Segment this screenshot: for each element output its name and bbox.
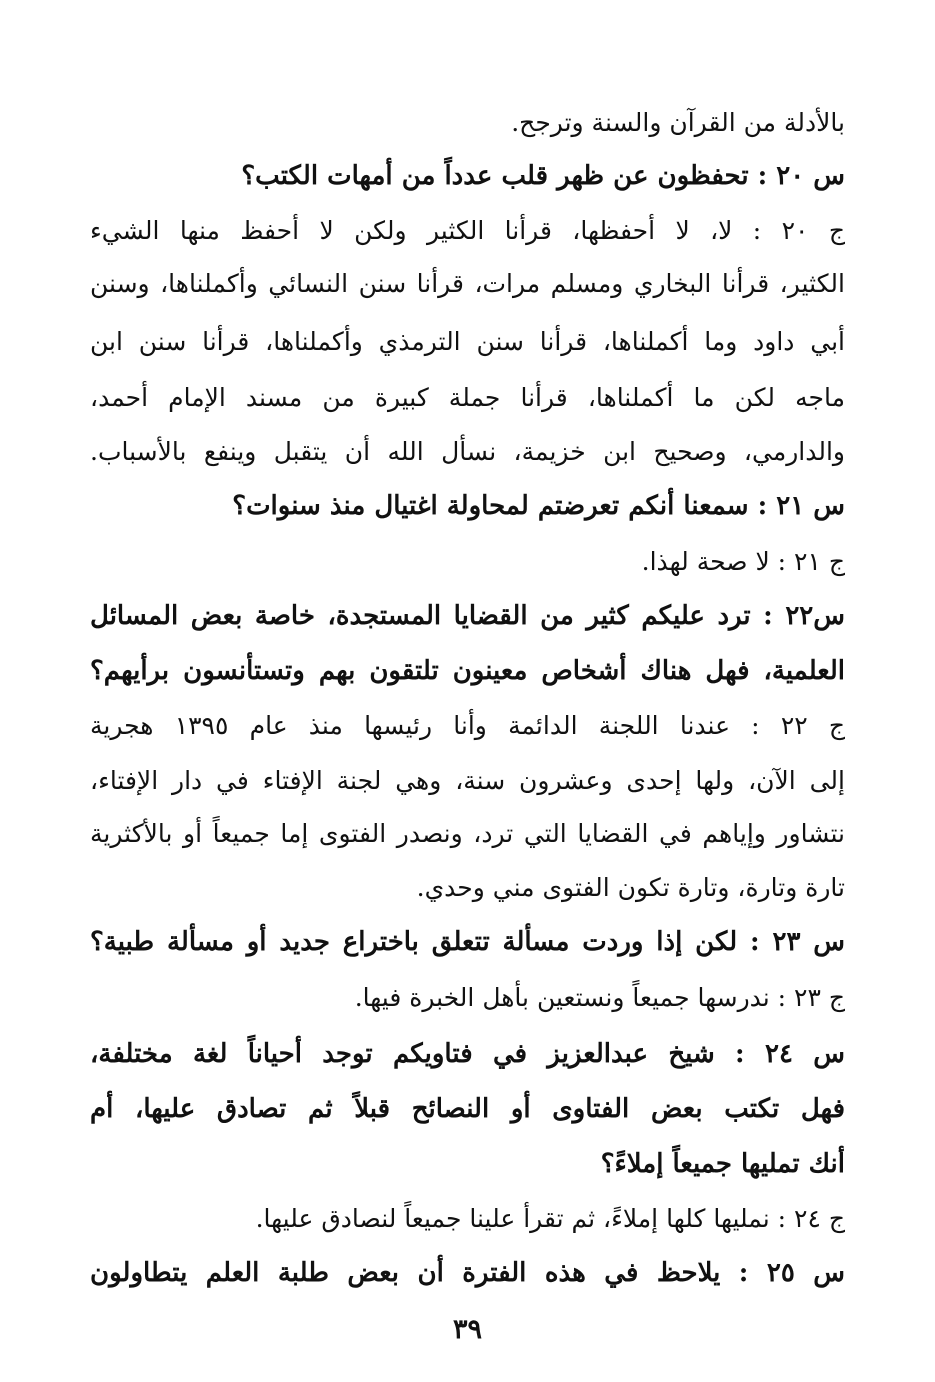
question-line: أنك تمليها جميعاً إملاءً؟ — [600, 1149, 845, 1179]
question-line: س٢٢ : ترد عليكم كثير من القضايا المستجدة، خاصة بعض المسائل — [90, 601, 845, 631]
page-number: ٣٩ — [452, 1314, 482, 1345]
answer-line: تارة وتارة، وتارة تكون الفتوى مني وحدي. — [416, 873, 845, 902]
text-line: بالأدلة من القرآن والسنة وترجح. — [511, 108, 845, 137]
question-line: العلمية، فهل هناك أشخاص معينون تلتقون بهم وتستأنسون برأيهم؟ — [90, 656, 845, 686]
question-line: فهل تكتب بعض الفتاوى أو النصائح قبلاً ثم تصادق عليها، أم — [90, 1094, 845, 1124]
question-line: س ٢٤ : شيخ عبدالعزيز في فتاويكم توجد أحياناً لغة مختلفة، — [90, 1039, 845, 1069]
question-line: س ٢١ : سمعنا أنكم تعرضتم لمحاولة اغتيال منذ سنوات؟ — [232, 491, 845, 521]
question-line: س ٢٥ : يلاحظ في هذه الفترة أن بعض طلبة العلم يتطاولون — [90, 1258, 845, 1288]
answer-line: ج ٢٤ : نمليها كلها إملاءً، ثم تقرأ علينا جميعاً لنصادق عليها. — [255, 1204, 845, 1233]
answer-line: ج ٢٠ : لا، لا أحفظها، قرأنا الكثير ولكن لا أحفظ منها الشيء — [90, 216, 845, 245]
question-line: س ٢٣ : لكن إذا وردت مسألة تتعلق باختراع جديد أو مسألة طبية؟ — [90, 927, 845, 957]
answer-line: إلى الآن، ولها إحدى وعشرون سنة، وهي لجنة الإفتاء في دار الإفتاء، — [90, 766, 845, 795]
answer-line: ج ٢١ : لا صحة لهذا. — [641, 547, 845, 576]
answer-line: نتشاور وإياهم في القضايا التي ترد، ونصدر الفتوى إما جميعاً أو بالأكثرية — [90, 819, 845, 848]
answer-line: ماجه لكن ما أكملناها، قرأنا جملة كبيرة من مسند الإمام أحمد، — [90, 383, 845, 412]
answer-line: ج ٢٢ : عندنا اللجنة الدائمة وأنا رئيسها منذ عام ١٣٩٥ هجرية — [90, 711, 845, 740]
question-line: س ٢٠ : تحفظون عن ظهر قلب عدداً من أمهات الكتب؟ — [241, 161, 845, 191]
answer-line: ج ٢٣ : ندرسها جميعاً ونستعين بأهل الخبرة فيها. — [354, 983, 845, 1012]
answer-line: والدارمي، وصحيح ابن خزيمة، نسأل الله أن يتقبل وينفع بالأسباب. — [90, 437, 845, 466]
answer-line: الكثير، قرأنا البخاري ومسلم مرات، قرأنا سنن النسائي وأكملناها، وسنن — [90, 269, 845, 298]
answer-line: أبي داود وما أكملناها، قرأنا سنن الترمذي وأكملناها، قرأنا سنن ابن — [90, 327, 845, 356]
